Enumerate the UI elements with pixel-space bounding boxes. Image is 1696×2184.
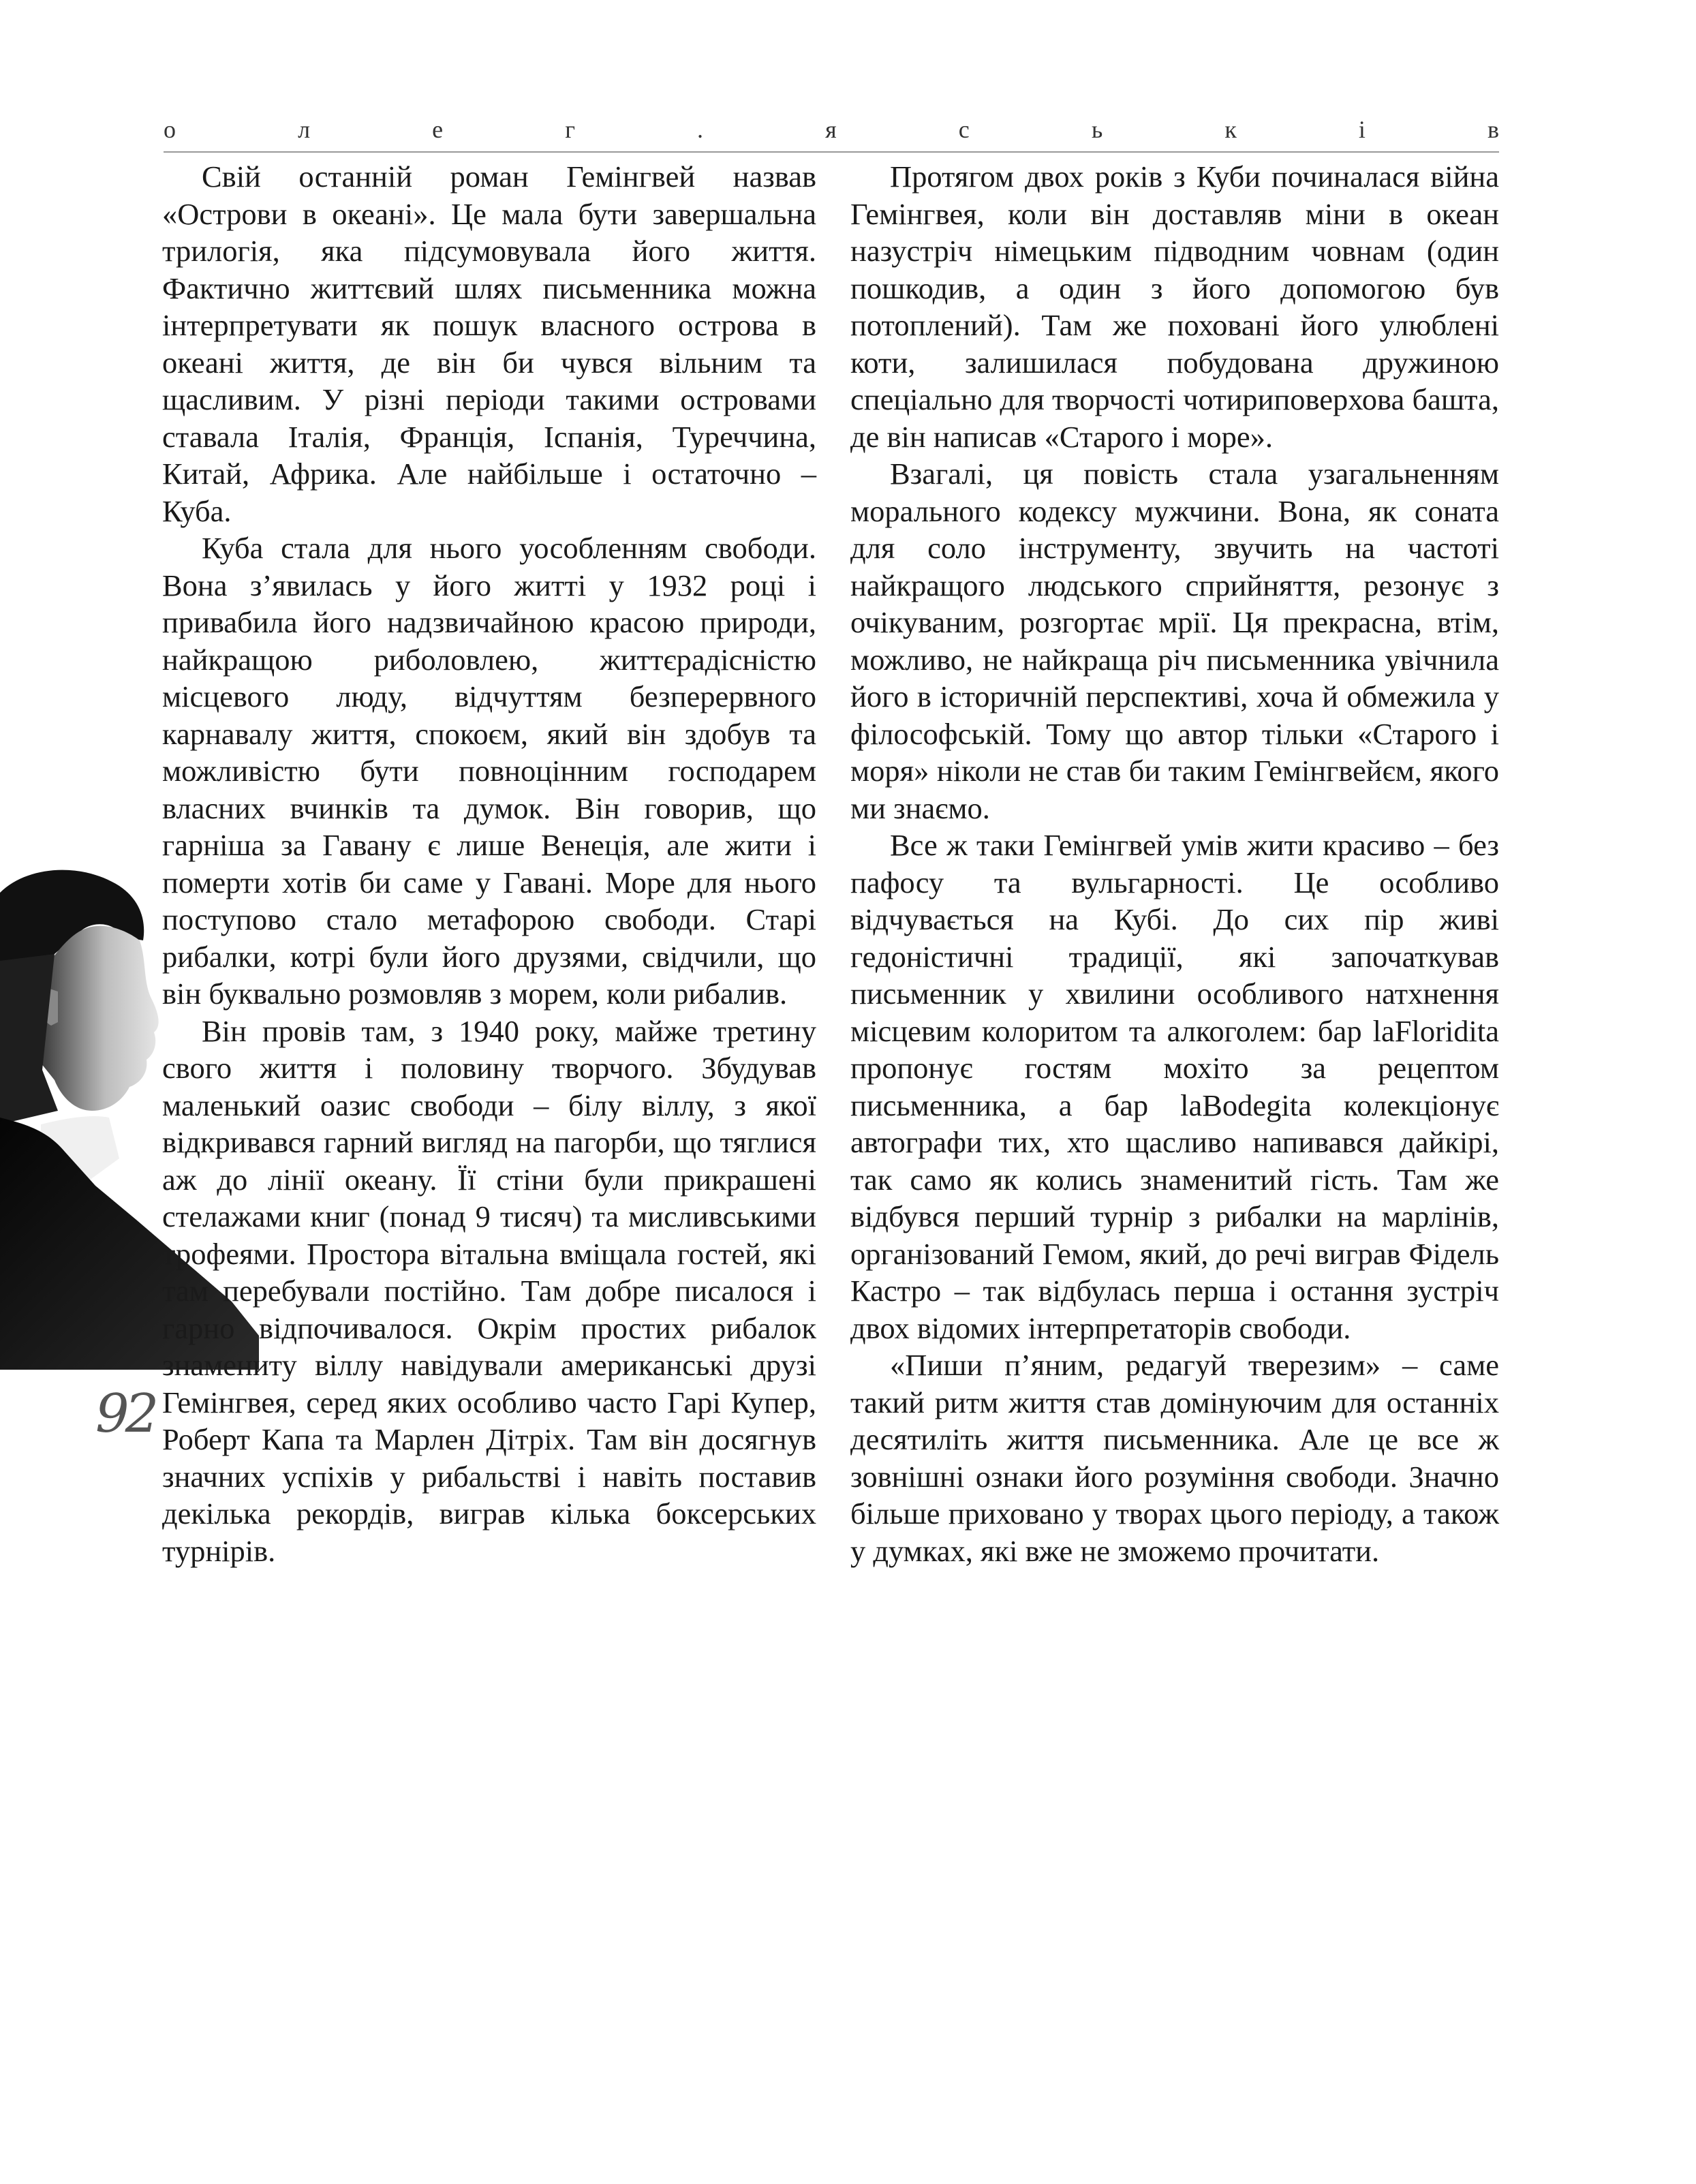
wrap-spacer bbox=[162, 1772, 196, 1809]
header-rule bbox=[164, 151, 1499, 153]
wrap-spacer bbox=[162, 2109, 220, 2147]
wrap-spacer bbox=[162, 1734, 196, 1772]
paragraph: Взагалі, ця повість стала узагальненням морального кодексу мужчини. Вона, як соната для соло інструменту, звучить на частоті найкращого людського сприйняття, резонує з очікуваним, розгортає мрії. Ця прекрасна, втім, можливо, не найкраща річ письменника увічнила його в історичній перспективі, хоча й обмежила у філософській. Тому що автор тільки «Старого і моря» ніколи не став би таким Гемінгвейєм, якого ми знаємо. bbox=[850, 457, 1499, 825]
running-head-letter: е bbox=[432, 116, 444, 143]
running-head-letter: л bbox=[298, 116, 311, 143]
running-head bbox=[164, 109, 1499, 150]
wrap-spacer bbox=[162, 1809, 179, 1847]
running-head-letter: г bbox=[565, 116, 575, 143]
left-column bbox=[162, 158, 816, 2184]
paragraph: «Пиши п’яним, редагуй тверезим» – саме такий ритм життя став домінуючим для останніх десятиліть життя письменника. Але це все ж зовнішні ознаки його розуміння свободи. Значно більше приховано у творах цього періоду, а також у думках, які вже не зможемо прочитати. bbox=[850, 1348, 1499, 1568]
running-head-letter: о bbox=[164, 116, 176, 143]
running-head-letter: я bbox=[825, 116, 837, 143]
page-number: 92 bbox=[95, 1383, 155, 1445]
wrap-spacer bbox=[162, 1847, 169, 1884]
wrap-spacer bbox=[162, 1959, 179, 1997]
wrap-spacer bbox=[162, 2034, 217, 2072]
paragraph: Все ж таки Гемінгвей умів жити красиво – без пафосу та вульгарності. Це особливо відчувається на Кубі. До сих пір живі гедоністичні традиції, які започаткував письменник у хвилини особливого натхнення місцевим колоритом та алкоголем: бар laFloridita пропонує гостям мохіто за рецептом письменника, а бар laBodegita колекціонує автографи тих, хто щасливо напивався дайкірі, так само як колись знаменитий гість. Там же відбувся перший турнір з рибалки на марлінів, організований Гемом, який, до речі виграв Фідель Кастро – так відбулась перша і остання зустріч двох відомих інтерпретаторів свободи. bbox=[850, 828, 1499, 1345]
paragraph: Протягом двох років з Куби починалася війна Гемінгвея, коли він доставляв міни в океан назустріч німецьким підводним човнам (один пошкодив, а один з його допомогою був потоплений). Там же поховані його улюблені коти, залишилася побудована дружиною спеціально для творчості чотириповерхова башта, де він написав «Старого і море». bbox=[850, 159, 1499, 454]
wrap-spacer bbox=[162, 2072, 227, 2109]
running-head-letter: с bbox=[958, 116, 970, 143]
running-head-letter: к bbox=[1224, 116, 1237, 143]
paragraph: Свій останній роман Гемінгвей назвав «Острови в океані». Це мала бути завершальна трилогія, яка підсумовувала його життя. Фактично життєвий шлях письменника можна інтерпретувати як пошук власного острова в океані життя, де він би чувся вільним та щасливим. У різні періоди такими островами ставала Італія, Франція, Іспанія, Туреччина, Китай, Африка. Але найбільше і остаточно – Куба. bbox=[162, 159, 816, 528]
running-head-letter: в bbox=[1487, 116, 1499, 143]
running-head-letter: і bbox=[1358, 116, 1366, 143]
paragraph: Він провів там, з 1940 року, майже третину свого життя і половину творчого. Збудував маленький оазис свободи – білу віллу, з якої відкривався гарний вигляд на пагорби, що тяглися аж до лінії океану. Її стіни були прикрашені стелажами книг (понад 9 тисяч) та мисливськими трофеями. Простора вітальна вміщала гостей, які там перебували постійно. Там добре писалося і гарно відпочивалося. Окрім простих рибалок знамениту віллу навідували американські друзі Гемінгвея, серед яких особливо часто Гарі Купер, Роберт Капа та Марлен Дітріх. Там він досягнув значних успіхів у рибальстві і навіть поставив декілька рекордів, виграв кілька боксерських турнірів. bbox=[162, 1013, 816, 1568]
right-column bbox=[850, 158, 1499, 1569]
paragraph: Куба стала для нього уособленням свободи. Вона з’явилась у його житті у 1932 році і привабила його надзвичайною красою природи, найкращою риболовлею, життєрадісністю місцевого люду, відчуттям безперервного карнавалу життя, спокоєм, який він здобув та можливістю бути повноцінним господарем власних вчинків та думок. Він говорив, що гарніша за Гавану є лише Венеція, але жити і померти хотів би саме у Гавані. Море для нього поступово стало метафорою свободи. Старі рибалки, котрі були його друзями, свідчили, що він буквально розмовляв з морем, коли рибалив. bbox=[162, 531, 816, 1011]
wrap-spacer bbox=[162, 1997, 189, 2034]
running-head-letter: . bbox=[697, 116, 704, 143]
running-head-letter: ь bbox=[1091, 116, 1103, 143]
